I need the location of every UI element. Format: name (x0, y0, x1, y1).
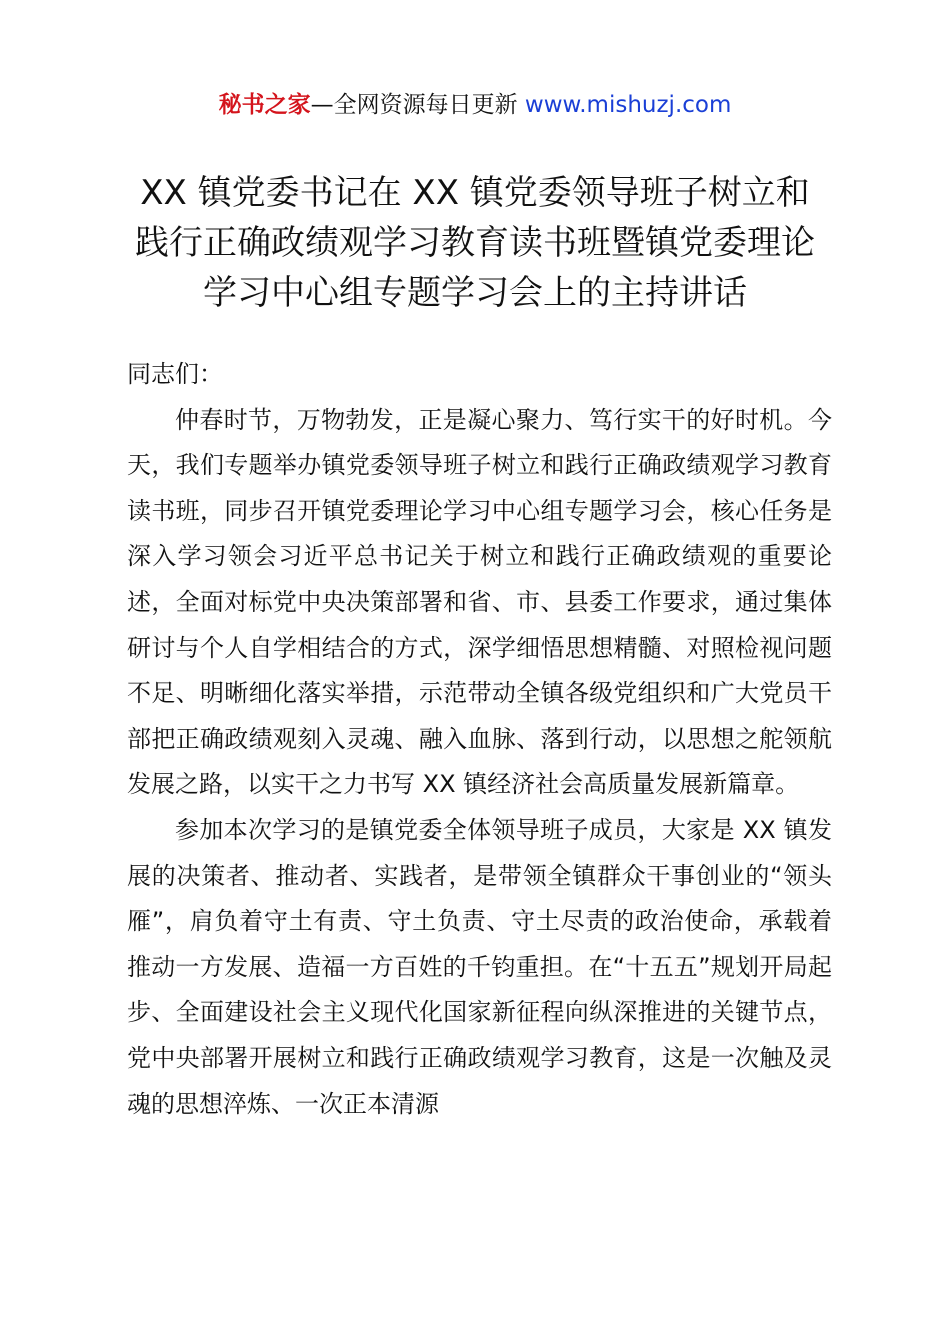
title-line: 践行正确政绩观学习教育读书班暨镇党委理论 (135, 223, 815, 263)
site-url-link[interactable]: www.mishuzj.com (524, 92, 732, 118)
site-banner (0, 88, 950, 122)
site-brand: 秘书之家 (218, 92, 311, 118)
document-body (127, 352, 832, 1127)
document-title (118, 168, 832, 318)
body-paragraph: 仲春时节，万物勃发，正是凝心聚力、笃行实干的好时机。今天，我们专题举办镇党委领导班子树立和践行正确政绩观学习教育读书班，同步召开镇党委理论学习中心组专题学习会，核心任务是深入学习领会习近平总书记关于树立和践行正确政绩观的重要论述，全面对标党中央决策部署和省、市、县委工作要求，通过集体研讨与个人自学相结合的方式，深学细悟思想精髓、对照检视问题不足、明晰细化落实举措，示范带动全镇各级党组织和广大党员干部把正确政绩观刻入灵魂、融入血脉、落到行动，以思想之舵领航发展之路，以实干之力书写 XX 镇经济社会高质量发展新篇章。 (127, 405, 832, 799)
site-tagline: —全网资源每日更新 (310, 92, 525, 118)
title-line: 学习中心组专题学习会上的主持讲话 (203, 273, 747, 313)
title-line: XX 镇党委书记在 XX 镇党委领导班子树立和 (140, 173, 810, 213)
salutation: 同志们： (127, 360, 223, 388)
body-paragraph: 参加本次学习的是镇党委全体领导班子成员，大家是 XX 镇发展的决策者、推动者、实践者，是带领全镇群众干事创业的“领头雁”，肩负着守土有责、守土负责、守土尽责的政治使命，承载着推动一方发展、造福一方百姓的千钧重担。在“十五五”规划开局起步、全面建设社会主义现代化国家新征程向纵深推进的关键节点，党中央部署开展树立和践行正确政绩观学习教育，这是一次触及灵魂的思想淬炼、一次正本清源 (127, 815, 832, 1118)
